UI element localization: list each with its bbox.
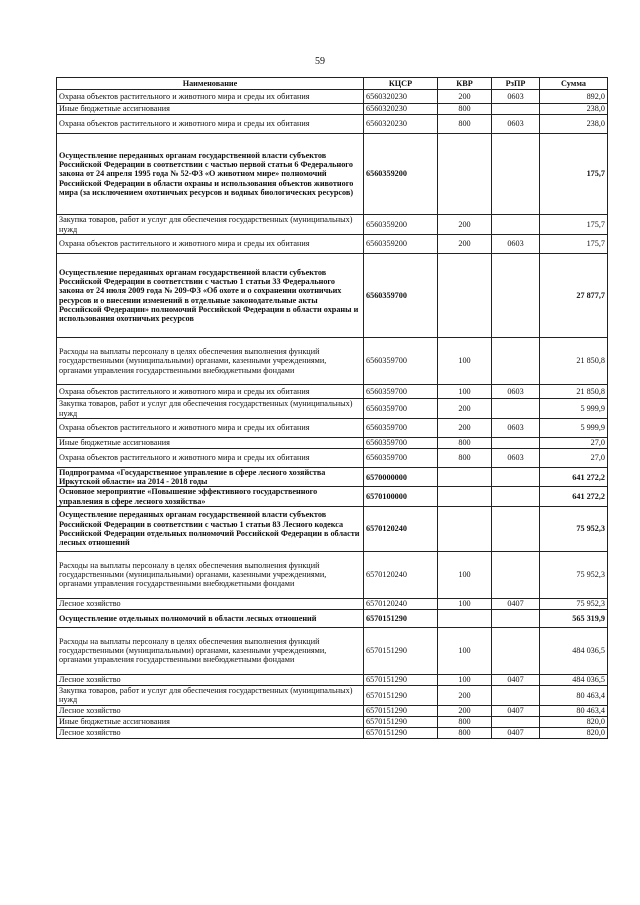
cell-sum: 238,0 xyxy=(540,115,608,134)
cell-sum: 238,0 xyxy=(540,104,608,115)
cell-kcsr: 6570120240 xyxy=(364,598,438,609)
cell-kvr: 200 xyxy=(438,685,492,705)
table-row xyxy=(57,627,608,674)
cell-name: Осуществление отдельных полномочий в области лесных отношений xyxy=(57,609,364,627)
cell-kcsr: 6560359700 xyxy=(364,385,438,399)
cell-name: Подпрограмма «Государственное управление в сфере лесного хозяйства Иркутской области» на 2014 - 2018 годы xyxy=(57,468,364,487)
cell-kvr: 800 xyxy=(438,438,492,449)
table-row xyxy=(57,716,608,727)
cell-rzpr xyxy=(492,254,540,338)
table-row xyxy=(57,551,608,598)
table-row xyxy=(57,487,608,506)
cell-name: Лесное хозяйство xyxy=(57,705,364,716)
cell-kvr: 800 xyxy=(438,449,492,468)
cell-kvr: 800 xyxy=(438,727,492,738)
cell-kvr xyxy=(438,609,492,627)
cell-sum: 892,0 xyxy=(540,90,608,104)
cell-kvr: 200 xyxy=(438,215,492,235)
cell-rzpr xyxy=(492,551,540,598)
cell-rzpr xyxy=(492,399,540,419)
cell-name: Расходы на выплаты персоналу в целях обеспечения выполнения функций государственными (муниципальными) органами, казенными учреждениями, органами управления государственными внебюджетными фондами xyxy=(57,338,364,385)
budget-table xyxy=(56,77,608,739)
cell-name: Охрана объектов растительного и животного мира и среды их обитания xyxy=(57,235,364,254)
cell-kvr xyxy=(438,134,492,215)
cell-kvr xyxy=(438,468,492,487)
cell-kcsr: 6560359200 xyxy=(364,235,438,254)
cell-kcsr: 6570000000 xyxy=(364,468,438,487)
cell-kvr: 100 xyxy=(438,551,492,598)
cell-sum: 75 952,3 xyxy=(540,598,608,609)
table-row xyxy=(57,705,608,716)
table-row xyxy=(57,134,608,215)
table-row xyxy=(57,399,608,419)
cell-kvr: 200 xyxy=(438,419,492,438)
cell-kcsr: 6570151290 xyxy=(364,685,438,705)
cell-name: Осуществление переданных органам государственной власти субъектов Российской Федерации в соответствии с частью 1 статьи 83 Лесного кодекса Российской Федерации отдельных полномочий Российской Федерации в области лесных отношений xyxy=(57,506,364,551)
cell-sum: 5 999,9 xyxy=(540,399,608,419)
cell-name: Закупка товаров, работ и услуг для обеспечения государственных (муниципальных) нужд xyxy=(57,215,364,235)
cell-sum: 641 272,2 xyxy=(540,487,608,506)
page-number: 59 xyxy=(315,56,325,67)
cell-rzpr xyxy=(492,609,540,627)
cell-sum: 175,7 xyxy=(540,134,608,215)
cell-kvr: 200 xyxy=(438,235,492,254)
table-row xyxy=(57,685,608,705)
cell-rzpr xyxy=(492,685,540,705)
cell-kcsr: 6560359700 xyxy=(364,254,438,338)
table-row xyxy=(57,598,608,609)
cell-kcsr: 6560359700 xyxy=(364,419,438,438)
cell-name: Лесное хозяйство xyxy=(57,598,364,609)
cell-sum: 484 036,5 xyxy=(540,674,608,685)
header-rzpr: РзПР xyxy=(492,78,540,90)
cell-rzpr xyxy=(492,487,540,506)
table-row xyxy=(57,104,608,115)
cell-rzpr: 0603 xyxy=(492,235,540,254)
cell-name: Иные бюджетные ассигнования xyxy=(57,104,364,115)
cell-rzpr: 0407 xyxy=(492,727,540,738)
table-header-row xyxy=(57,78,608,90)
cell-name: Охрана объектов растительного и животного мира и среды их обитания xyxy=(57,419,364,438)
cell-kcsr: 6570100000 xyxy=(364,487,438,506)
cell-name: Осуществление переданных органам государственной власти субъектов Российской Федерации в соответствии с частью первой статьи 6 Федерального закона от 24 апреля 1995 года № 52-ФЗ «О животном мире» полномочий Российской Федерации в области охраны и использования объектов животного мира (за исключением охотничьих ресурсов и водных биологических ресурсов) xyxy=(57,134,364,215)
cell-kcsr: 6570151290 xyxy=(364,627,438,674)
cell-kcsr: 6560320230 xyxy=(364,104,438,115)
cell-rzpr xyxy=(492,215,540,235)
header-kcsr: КЦСР xyxy=(364,78,438,90)
cell-kcsr: 6570151290 xyxy=(364,674,438,685)
cell-sum: 641 272,2 xyxy=(540,468,608,487)
cell-sum: 820,0 xyxy=(540,727,608,738)
table-row xyxy=(57,215,608,235)
cell-kcsr: 6560359700 xyxy=(364,399,438,419)
cell-kcsr: 6560359700 xyxy=(364,338,438,385)
cell-sum: 484 036,5 xyxy=(540,627,608,674)
cell-sum: 5 999,9 xyxy=(540,419,608,438)
cell-sum: 80 463,4 xyxy=(540,705,608,716)
cell-name: Лесное хозяйство xyxy=(57,674,364,685)
cell-sum: 820,0 xyxy=(540,716,608,727)
cell-kvr: 800 xyxy=(438,716,492,727)
cell-rzpr: 0603 xyxy=(492,385,540,399)
table-row xyxy=(57,506,608,551)
cell-rzpr xyxy=(492,716,540,727)
cell-name: Иные бюджетные ассигнования xyxy=(57,438,364,449)
table-row xyxy=(57,235,608,254)
cell-name: Закупка товаров, работ и услуг для обеспечения государственных (муниципальных) нужд xyxy=(57,399,364,419)
cell-rzpr xyxy=(492,104,540,115)
cell-sum: 27 877,7 xyxy=(540,254,608,338)
cell-kcsr: 6560359200 xyxy=(364,134,438,215)
cell-kvr: 200 xyxy=(438,705,492,716)
cell-kcsr: 6560359200 xyxy=(364,215,438,235)
header-kvr: КВР xyxy=(438,78,492,90)
cell-kvr: 100 xyxy=(438,385,492,399)
cell-rzpr xyxy=(492,338,540,385)
table-row xyxy=(57,115,608,134)
cell-kcsr: 6560359700 xyxy=(364,438,438,449)
table-row xyxy=(57,385,608,399)
cell-kvr: 200 xyxy=(438,399,492,419)
cell-kvr: 800 xyxy=(438,104,492,115)
cell-rzpr xyxy=(492,627,540,674)
cell-kcsr: 6570120240 xyxy=(364,551,438,598)
cell-rzpr: 0603 xyxy=(492,449,540,468)
table-row xyxy=(57,338,608,385)
cell-name: Охрана объектов растительного и животного мира и среды их обитания xyxy=(57,90,364,104)
cell-sum: 27,0 xyxy=(540,449,608,468)
cell-rzpr: 0603 xyxy=(492,115,540,134)
cell-kcsr: 6560359700 xyxy=(364,449,438,468)
table-row xyxy=(57,90,608,104)
cell-kvr xyxy=(438,506,492,551)
cell-name: Охрана объектов растительного и животного мира и среды их обитания xyxy=(57,449,364,468)
cell-kvr: 100 xyxy=(438,627,492,674)
cell-sum: 21 850,8 xyxy=(540,338,608,385)
cell-kcsr: 6570151290 xyxy=(364,705,438,716)
cell-sum: 175,7 xyxy=(540,235,608,254)
table-row xyxy=(57,609,608,627)
table-row xyxy=(57,438,608,449)
table-row xyxy=(57,674,608,685)
cell-rzpr: 0603 xyxy=(492,90,540,104)
cell-name: Лесное хозяйство xyxy=(57,727,364,738)
cell-rzpr xyxy=(492,134,540,215)
cell-kcsr: 6570151290 xyxy=(364,609,438,627)
cell-kvr: 100 xyxy=(438,598,492,609)
cell-kvr: 100 xyxy=(438,338,492,385)
cell-kcsr: 6570120240 xyxy=(364,506,438,551)
cell-kcsr: 6570151290 xyxy=(364,716,438,727)
header-sum: Сумма xyxy=(540,78,608,90)
cell-name: Иные бюджетные ассигнования xyxy=(57,716,364,727)
cell-sum: 175,7 xyxy=(540,215,608,235)
cell-rzpr xyxy=(492,438,540,449)
cell-name: Закупка товаров, работ и услуг для обеспечения государственных (муниципальных) нужд xyxy=(57,685,364,705)
cell-kvr xyxy=(438,254,492,338)
cell-name: Охрана объектов растительного и животного мира и среды их обитания xyxy=(57,385,364,399)
cell-sum: 75 952,3 xyxy=(540,506,608,551)
cell-name: Осуществление переданных органам государственной власти субъектов Российской Федерации в соответствии с частью 1 статьи 33 Федерального закона от 24 июля 2009 года № 209-ФЗ «Об охоте и о сохранении охотничьих ресурсов и о внесении изменений в отдельные законодательные акты Российской Федерации» полномочий Российской Федерации в области охраны и использования охотничьих ресурсов xyxy=(57,254,364,338)
cell-name: Расходы на выплаты персоналу в целях обеспечения выполнения функций государственными (муниципальными) органами, казенными учреждениями, органами управления государственными внебюджетными фондами xyxy=(57,551,364,598)
cell-rzpr xyxy=(492,468,540,487)
cell-rzpr: 0407 xyxy=(492,705,540,716)
cell-rzpr: 0407 xyxy=(492,674,540,685)
header-name: Наименование xyxy=(57,78,364,90)
table-row xyxy=(57,254,608,338)
cell-kcsr: 6570151290 xyxy=(364,727,438,738)
table-body xyxy=(57,90,608,739)
cell-kvr xyxy=(438,487,492,506)
cell-kcsr: 6560320230 xyxy=(364,90,438,104)
cell-sum: 80 463,4 xyxy=(540,685,608,705)
cell-rzpr xyxy=(492,506,540,551)
cell-kvr: 100 xyxy=(438,674,492,685)
cell-sum: 75 952,3 xyxy=(540,551,608,598)
table-row xyxy=(57,468,608,487)
cell-sum: 565 319,9 xyxy=(540,609,608,627)
cell-sum: 27,0 xyxy=(540,438,608,449)
cell-kcsr: 6560320230 xyxy=(364,115,438,134)
cell-name: Охрана объектов растительного и животного мира и среды их обитания xyxy=(57,115,364,134)
table-row xyxy=(57,419,608,438)
cell-kvr: 800 xyxy=(438,115,492,134)
cell-rzpr: 0407 xyxy=(492,598,540,609)
cell-kvr: 200 xyxy=(438,90,492,104)
cell-name: Основное мероприятие «Повышение эффективного государственного управления в сфере лесного хозяйства» xyxy=(57,487,364,506)
table-row xyxy=(57,727,608,738)
cell-rzpr: 0603 xyxy=(492,419,540,438)
cell-sum: 21 850,8 xyxy=(540,385,608,399)
cell-name: Расходы на выплаты персоналу в целях обеспечения выполнения функций государственными (муниципальными) органами, казенными учреждениями, органами управления государственными внебюджетными фондами xyxy=(57,627,364,674)
table-row xyxy=(57,449,608,468)
